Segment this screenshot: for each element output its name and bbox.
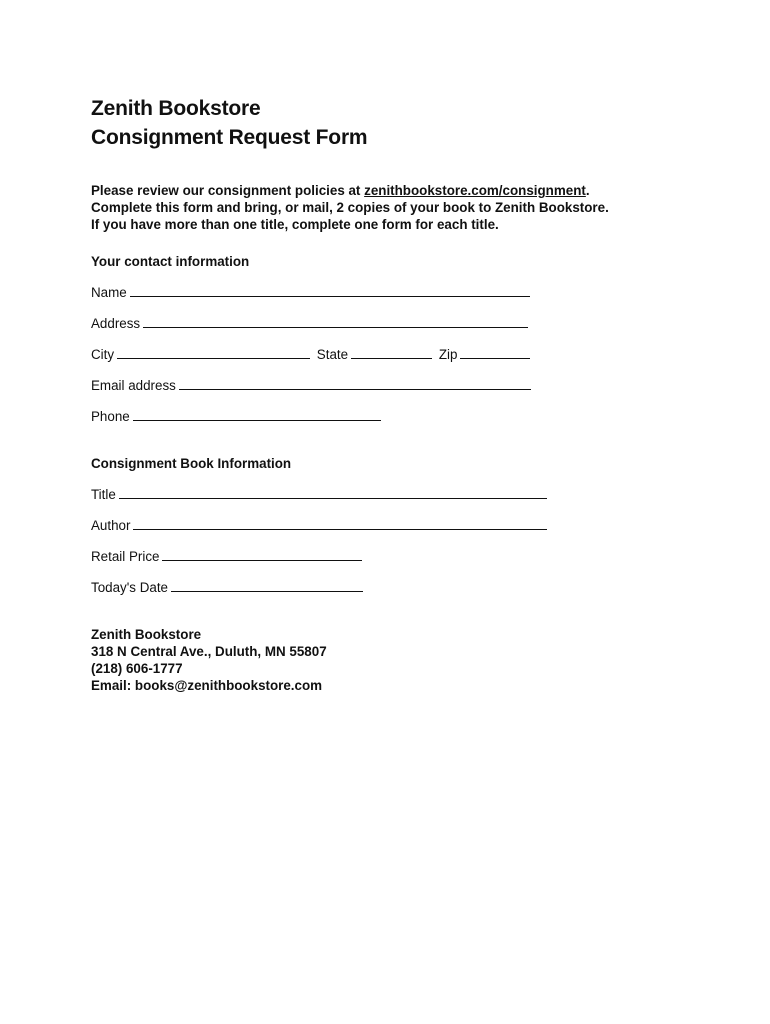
zip-label: Zip [438,347,458,362]
address-field[interactable] [143,315,528,328]
retail-price-field[interactable] [162,548,362,561]
email-row [91,377,711,394]
intro-line-1 [91,182,711,199]
phone-label: Phone [91,409,130,424]
form-title-store: Zenith Bookstore [91,97,261,120]
address-row [91,315,711,332]
title-field[interactable] [119,486,547,499]
author-label: Author [91,518,131,533]
todays-date-row [91,579,711,596]
intro-line-1-prefix: Please review our consignment policies at [91,183,365,198]
phone-row [91,408,711,425]
intro-line-2: Complete this form and bring, or mail, 2 copies of your book to Zenith Bookstore. [91,200,609,215]
book-section-heading: Consignment Book Information [91,456,292,471]
contact-section-heading: Your contact information [91,254,250,269]
email-label: Email address [91,378,176,393]
todays-date-label: Today's Date [91,580,168,595]
todays-date-field[interactable] [171,579,363,592]
title-label: Title [91,487,116,502]
store-email: Email: books@zenithbookstore.com [91,678,323,693]
name-row [91,284,711,301]
intro-text [91,182,711,233]
phone-field[interactable] [133,408,381,421]
store-contact-block [91,626,711,694]
state-field[interactable] [351,346,432,359]
consignment-form-page [91,94,711,694]
retail-price-row [91,548,711,565]
name-field[interactable] [130,284,530,297]
intro-line-3: If you have more than one title, complete one form for each title. [91,217,499,232]
intro-line-1-suffix: . [585,183,590,198]
form-title: Consignment Request Form [91,126,368,149]
store-phone: (218) 606-1777 [91,661,183,676]
title-row [91,486,711,503]
author-row [91,517,711,534]
store-name: Zenith Bookstore [91,627,202,642]
retail-price-label: Retail Price [91,549,160,564]
city-field[interactable] [117,346,310,359]
state-label: State [316,347,349,362]
author-field[interactable] [133,517,547,530]
city-label: City [91,347,115,362]
store-address: 318 N Central Ave., Duluth, MN 55807 [91,644,327,659]
email-field[interactable] [179,377,531,390]
city-state-zip-row [91,346,711,363]
zip-field[interactable] [460,346,530,359]
address-label: Address [91,316,141,331]
consignment-policy-link[interactable]: zenithbookstore.com/consignment [364,183,586,198]
name-label: Name [91,285,127,300]
